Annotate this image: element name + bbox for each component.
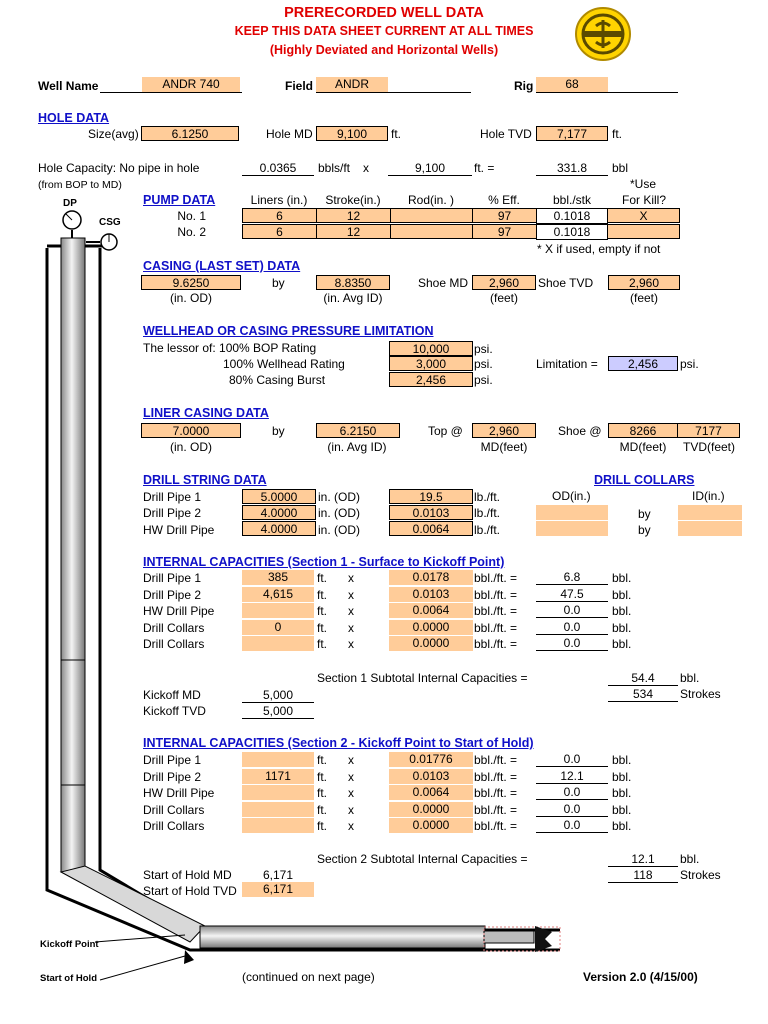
times-sign: x	[348, 786, 354, 800]
ft-unit: ft.	[317, 769, 328, 784]
casing-burst-label: 80% Casing Burst	[229, 373, 326, 387]
pump-eff[interactable]: 97	[472, 208, 537, 223]
field-label: Field	[285, 79, 314, 93]
length-field[interactable]: 0	[242, 620, 314, 635]
page-subtitle: KEEP THIS DATA SHEET CURRENT AT ALL TIMES	[234, 24, 534, 38]
collar-id-field-1[interactable]	[678, 505, 742, 520]
pipe-weight-field[interactable]: 19.5	[389, 489, 473, 504]
casing-od-field[interactable]: 9.6250	[141, 275, 241, 290]
pipe-name: Drill Pipe 1	[143, 490, 202, 504]
pipe-weight-field[interactable]: 0.0103	[389, 505, 473, 520]
dp-gauge-label: DP	[63, 198, 77, 209]
ft-unit: ft.	[317, 802, 328, 817]
casing-shoe-md-field[interactable]: 2,960	[472, 275, 536, 290]
pump-liner[interactable]: 6	[242, 224, 317, 239]
hold-md-value: 6,171	[242, 868, 314, 883]
csg-gauge-label: CSG	[99, 217, 121, 228]
times-sign: x	[348, 753, 354, 767]
pump-bbl: 0.1018	[536, 224, 608, 240]
hold-tvd-field[interactable]: 6,171	[242, 882, 314, 897]
bbl-unit: bbl.	[612, 819, 632, 833]
volume-value: 0.0	[536, 636, 608, 651]
liner-shoe-md-field[interactable]: 8266	[608, 423, 678, 438]
volume-value: 0.0	[536, 802, 608, 817]
by-label: by	[638, 523, 651, 537]
page-subtitle-2: (Highly Deviated and Horizontal Wells)	[269, 43, 499, 57]
pump-name: No. 1	[177, 209, 206, 223]
well-name-label: Well Name	[38, 79, 99, 93]
bbl-unit: bbl.	[612, 571, 632, 585]
pipe-name: Drill Pipe 1	[143, 753, 202, 767]
bbl-unit: bbl.	[612, 802, 632, 817]
times-sign: x	[348, 802, 354, 817]
pump-note: * X if used, empty if not	[537, 242, 661, 256]
pipe-name: Drill Pipe 2	[143, 587, 202, 602]
capacity-unit: bbl./ft. =	[474, 637, 518, 651]
ic1-subtotal-value: 54.4	[608, 671, 678, 686]
od-caption: (in. OD)	[170, 440, 212, 454]
od-caption: (in. OD)	[170, 291, 212, 305]
liner-od-field[interactable]: 7.0000	[141, 423, 241, 438]
shoe-tvd-label: Shoe TVD	[538, 276, 594, 290]
length-field[interactable]: 4,615	[242, 587, 314, 602]
capacity-field[interactable]: 0.0103	[389, 769, 473, 784]
pipe-name: Drill Collars	[143, 637, 205, 651]
ft-unit: ft.	[317, 620, 328, 635]
hold-md-label: Start of Hold MD	[143, 868, 232, 882]
bop-note: (from BOP to MD)	[38, 179, 122, 191]
pump-kill[interactable]	[607, 224, 680, 239]
ic2-subtotal-label: Section 2 Subtotal Internal Capacities =	[317, 852, 528, 866]
bbl-unit: bbl	[612, 161, 629, 175]
capacity-unit: bbl./ft. =	[474, 620, 518, 635]
capacity-field[interactable]: 0.0178	[389, 570, 473, 585]
psi-unit: psi.	[474, 357, 493, 371]
times-sign: x	[348, 587, 354, 602]
capacity-unit: bbl./ft. =	[474, 753, 518, 767]
id-caption: (in. Avg ID)	[327, 440, 387, 454]
pipe-name: Drill Collars	[143, 819, 205, 833]
limitation-label: Limitation =	[536, 357, 598, 371]
wellhead-rating-field[interactable]: 3,000	[389, 356, 473, 371]
ic2-strokes-value: 118	[608, 868, 678, 883]
bop-rating-label: The lessor of: 100% BOP Rating	[143, 341, 317, 355]
capacity-unit: bbl./ft. =	[474, 769, 518, 784]
pipe-od-field[interactable]: 4.0000	[242, 521, 316, 536]
volume-value: 0.0	[536, 620, 608, 635]
casing-id-field[interactable]: 8.8350	[316, 275, 390, 290]
casing-burst-field[interactable]: 2,456	[389, 372, 473, 387]
volume-value: 12.1	[536, 769, 608, 784]
continued-note: (continued on next page)	[242, 970, 375, 984]
strokes-unit: Strokes	[680, 687, 721, 701]
bbl-unit: bbl.	[612, 753, 632, 767]
capacity-unit: bbl./ft. =	[474, 802, 518, 817]
times-sign: x	[363, 161, 369, 175]
pipe-od-field[interactable]: 4.0000	[242, 505, 316, 520]
pipe-name: Drill Pipe 1	[143, 571, 202, 585]
ic1-title: INTERNAL CAPACITIES (Section 1 - Surface to Kickoff Point)	[143, 555, 505, 569]
ic2-title: INTERNAL CAPACITIES (Section 2 - Kickoff Point to Start of Hold)	[143, 736, 534, 750]
ft-unit: ft.	[317, 753, 328, 767]
od-unit: in. (OD)	[318, 506, 360, 520]
pipe-name: HW Drill Pipe	[143, 604, 215, 618]
page-title: PRERECORDED WELL DATA	[284, 5, 484, 21]
capacity-field[interactable]: 0.0103	[389, 587, 473, 602]
liner-title: LINER CASING DATA	[143, 406, 269, 420]
volume-value: 0.0	[536, 785, 608, 800]
tvd-feet-caption: TVD(feet)	[682, 440, 735, 454]
by-label: by	[272, 276, 285, 290]
pump-stroke[interactable]: 12	[316, 224, 391, 239]
weight-unit: lb./ft.	[474, 506, 501, 520]
wellhead-rating-label: 100% Wellhead Rating	[223, 357, 345, 371]
kickoff-md-value: 5,000	[242, 688, 314, 703]
capacity-field[interactable]: 0.0064	[389, 785, 473, 800]
weight-unit: lb./ft.	[474, 490, 501, 504]
od-unit: in. (OD)	[318, 490, 360, 504]
drill-collars-title: DRILL COLLARS	[594, 473, 695, 487]
pump-name: No. 2	[177, 225, 206, 239]
collar-id-header: ID(in.)	[692, 489, 725, 503]
hole-tvd-field[interactable]: 7,177	[536, 126, 608, 141]
times-sign: x	[348, 819, 354, 833]
rig-field[interactable]: 68	[536, 77, 608, 92]
capacity-field[interactable]: 0.0000	[389, 636, 473, 651]
strokes-unit: Strokes	[680, 868, 721, 882]
hole-md-unit: ft.	[391, 127, 402, 141]
pipe-od-field[interactable]: 5.0000	[242, 489, 316, 504]
ft-unit: ft.	[317, 604, 328, 618]
hole-capacity-length: 9,100	[388, 161, 472, 176]
od-unit: in. (OD)	[318, 523, 360, 537]
collar-od-header: OD(in.)	[552, 489, 591, 503]
version-label: Version 2.0 (4/15/00)	[583, 970, 698, 984]
bbl-unit: bbl.	[612, 637, 632, 651]
ft-unit: ft.	[317, 786, 328, 800]
pipe-name: Drill Pipe 2	[143, 506, 202, 520]
use-note: *Use	[630, 177, 657, 191]
pipe-name: HW Drill Pipe	[143, 786, 215, 800]
col-rod: Rod(in. )	[407, 193, 454, 207]
pump-liner[interactable]: 6	[242, 208, 317, 223]
hole-tvd-label: Hole TVD	[480, 127, 532, 141]
times-sign: x	[348, 769, 354, 784]
field-field[interactable]: ANDR	[316, 77, 388, 92]
bbl-unit: bbl.	[680, 671, 700, 685]
liner-id-field[interactable]: 6.2150	[316, 423, 400, 438]
ic2-subtotal-value: 12.1	[608, 852, 678, 867]
by-label: by	[638, 507, 651, 521]
hole-tvd-unit: ft.	[612, 127, 623, 141]
pipe-name: Drill Collars	[143, 620, 205, 635]
feet-caption: (feet)	[629, 291, 658, 305]
volume-value: 47.5	[536, 587, 608, 602]
casing-title: CASING (LAST SET) DATA	[143, 259, 301, 273]
bop-rating-field[interactable]: 10,000	[389, 341, 473, 356]
capacity-unit: bbl./ft. =	[474, 587, 518, 602]
capacity-unit: bbl./ft. =	[474, 604, 518, 618]
pipe-name: Drill Pipe 2	[143, 769, 202, 784]
bbl-unit: bbl.	[612, 786, 632, 800]
kickoff-tvd-label: Kickoff TVD	[143, 704, 206, 718]
length-field[interactable]: 1171	[242, 769, 314, 784]
volume-value: 6.8	[536, 570, 608, 585]
hole-size-field[interactable]: 6.1250	[141, 126, 239, 141]
capacity-field[interactable]: 0.01776	[389, 752, 473, 767]
capacity-field[interactable]: 0.0064	[389, 603, 473, 618]
pump-data-title: PUMP DATA	[143, 193, 216, 207]
bbl-unit: bbl.	[612, 604, 632, 618]
times-sign: x	[348, 571, 354, 585]
pipe-name: Drill Collars	[143, 802, 205, 817]
pump-eff[interactable]: 97	[472, 224, 537, 239]
ft-unit: ft.	[317, 571, 328, 585]
capacity-unit: bbl./ft. =	[474, 786, 518, 800]
hole-capacity-label: Hole Capacity: No pipe in hole	[38, 161, 200, 175]
kickoff-point-label: Kickoff Point	[40, 939, 99, 950]
hole-md-label: Hole MD	[266, 127, 313, 141]
pump-kill[interactable]: X	[607, 208, 680, 223]
pipe-name: HW Drill Pipe	[143, 523, 215, 537]
id-caption: (in. Avg ID)	[323, 291, 383, 305]
by-label: by	[272, 424, 285, 438]
ic1-subtotal-label: Section 1 Subtotal Internal Capacities =	[317, 671, 528, 685]
ft-unit: ft.	[317, 637, 328, 651]
drill-string-title: DRILL STRING DATA	[143, 473, 267, 487]
capacity-unit: bbl./ft. =	[474, 819, 518, 833]
ic1-strokes-value: 534	[608, 687, 678, 702]
rig-label: Rig	[514, 79, 534, 93]
pipe-weight-field[interactable]: 0.0064	[389, 521, 473, 536]
equals-sign: ft. =	[474, 161, 495, 175]
capacity-unit: bbl./ft. =	[474, 571, 518, 585]
times-sign: x	[348, 620, 354, 635]
liner-shoe-tvd-field[interactable]: 7177	[677, 423, 740, 438]
hole-capacity-total: 331.8	[536, 161, 608, 176]
hold-tvd-label: Start of Hold TVD	[143, 884, 237, 898]
ft-unit: ft.	[317, 819, 328, 833]
md-feet-caption: MD(feet)	[619, 440, 667, 454]
psi-unit: psi.	[680, 357, 699, 371]
col-stroke: Stroke(in.)	[325, 193, 381, 207]
col-eff: % Eff.	[488, 193, 520, 207]
weight-unit: lb./ft.	[474, 523, 501, 537]
pump-stroke[interactable]: 12	[316, 208, 391, 223]
bbl-unit: bbl.	[612, 587, 632, 602]
pump-bbl: 0.1018	[536, 208, 608, 224]
col-liners: Liners (in.)	[250, 193, 308, 207]
hole-capacity-value: 0.0365	[242, 161, 314, 176]
hole-md-field[interactable]: 9,100	[316, 126, 388, 141]
capacity-field[interactable]: 0.0000	[389, 802, 473, 817]
kickoff-md-label: Kickoff MD	[143, 688, 201, 702]
volume-value: 0.0	[536, 818, 608, 833]
volume-value: 0.0	[536, 603, 608, 618]
well-name-field[interactable]: ANDR 740	[142, 77, 240, 92]
collar-id-field-2[interactable]	[678, 521, 742, 536]
shoe-md-label: Shoe MD	[418, 276, 469, 290]
limitation-value: 2,456	[608, 356, 678, 371]
casing-shoe-tvd-field[interactable]: 2,960	[608, 275, 680, 290]
company-logo	[574, 6, 632, 62]
liner-top-field[interactable]: 2,960	[472, 423, 536, 438]
times-sign: x	[348, 637, 354, 651]
hole-size-label: Size(avg)	[88, 127, 139, 141]
liner-shoe-label: Shoe @	[558, 424, 602, 438]
length-field[interactable]: 385	[242, 570, 314, 585]
liner-top-label: Top @	[428, 424, 463, 438]
col-bbl-stk: bbl./stk	[552, 193, 591, 207]
bbl-unit: bbl.	[612, 769, 632, 784]
bbl-unit: bbl.	[612, 620, 632, 635]
hole-capacity-unit: bbls/ft	[318, 161, 351, 175]
capacity-field[interactable]: 0.0000	[389, 620, 473, 635]
kickoff-tvd-value: 5,000	[242, 704, 314, 719]
start-of-hold-label: Start of Hold	[40, 973, 97, 984]
ft-unit: ft.	[317, 587, 328, 602]
capacity-field[interactable]: 0.0000	[389, 818, 473, 833]
times-sign: x	[348, 604, 354, 618]
wellbore-diagram	[0, 190, 580, 990]
volume-value: 0.0	[536, 752, 608, 767]
psi-unit: psi.	[474, 342, 493, 356]
md-feet-caption: MD(feet)	[480, 440, 528, 454]
hole-data-title: HOLE DATA	[38, 111, 110, 125]
psi-unit: psi.	[474, 373, 493, 387]
col-kill: For Kill?	[621, 193, 666, 207]
wellhead-title: WELLHEAD OR CASING PRESSURE LIMITATION	[143, 324, 434, 338]
feet-caption: (feet)	[489, 291, 518, 305]
bbl-unit: bbl.	[680, 852, 700, 866]
